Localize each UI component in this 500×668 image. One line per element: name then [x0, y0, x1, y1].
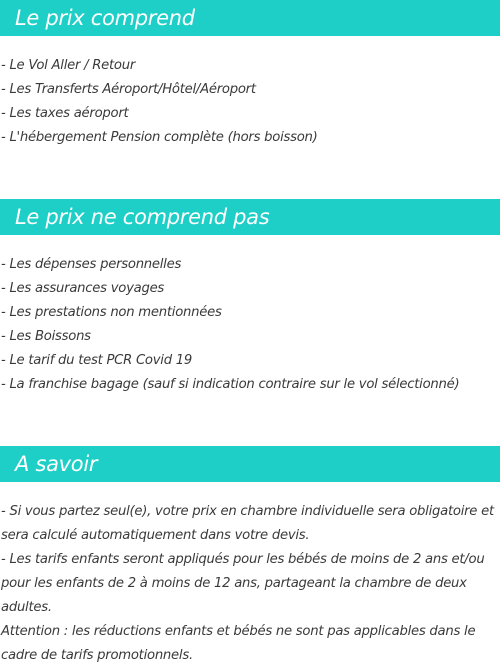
info-paragraph: Attention : les réductions enfants et bébés ne sont pas applicables dans le cadre de tarifs promotionnels.	[1, 624, 476, 663]
info-section	[0, 446, 500, 668]
list-item: - Les Transferts Aéroport/Hôtel/Aéroport	[1, 82, 256, 97]
list-item: - Le Vol Aller / Retour	[1, 58, 136, 73]
excluded-list	[0, 253, 500, 397]
list-item: - La franchise bagage (sauf si indication contraire sur le vol sélectionné)	[1, 377, 460, 392]
info-paragraph: - Les tarifs enfants seront appliqués pour les bébés de moins de 2 ans et/ou pour les enfants de 2 à moins de 12 ans, partageant la chambre de deux adultes.	[1, 552, 485, 615]
list-item: - Les Boissons	[1, 329, 91, 344]
list-item: - Les assurances voyages	[1, 281, 165, 296]
included-section	[0, 0, 500, 150]
excluded-section	[0, 199, 500, 397]
included-heading: Le prix comprend	[0, 0, 500, 36]
list-item: - Les prestations non mentionnées	[1, 305, 222, 320]
list-item: - Les dépenses personnelles	[1, 257, 182, 272]
info-heading: A savoir	[0, 446, 500, 482]
info-paragraph: - Si vous partez seul(e), votre prix en chambre individuelle sera obligatoire et sera calculé automatiquement dans votre devis.	[1, 504, 494, 543]
included-list	[0, 54, 500, 150]
list-item: - L'hébergement Pension complète (hors boisson)	[1, 130, 318, 145]
list-item: - Les taxes aéroport	[1, 106, 129, 121]
list-item: - Le tarif du test PCR Covid 19	[1, 353, 193, 368]
excluded-heading: Le prix ne comprend pas	[0, 199, 500, 235]
